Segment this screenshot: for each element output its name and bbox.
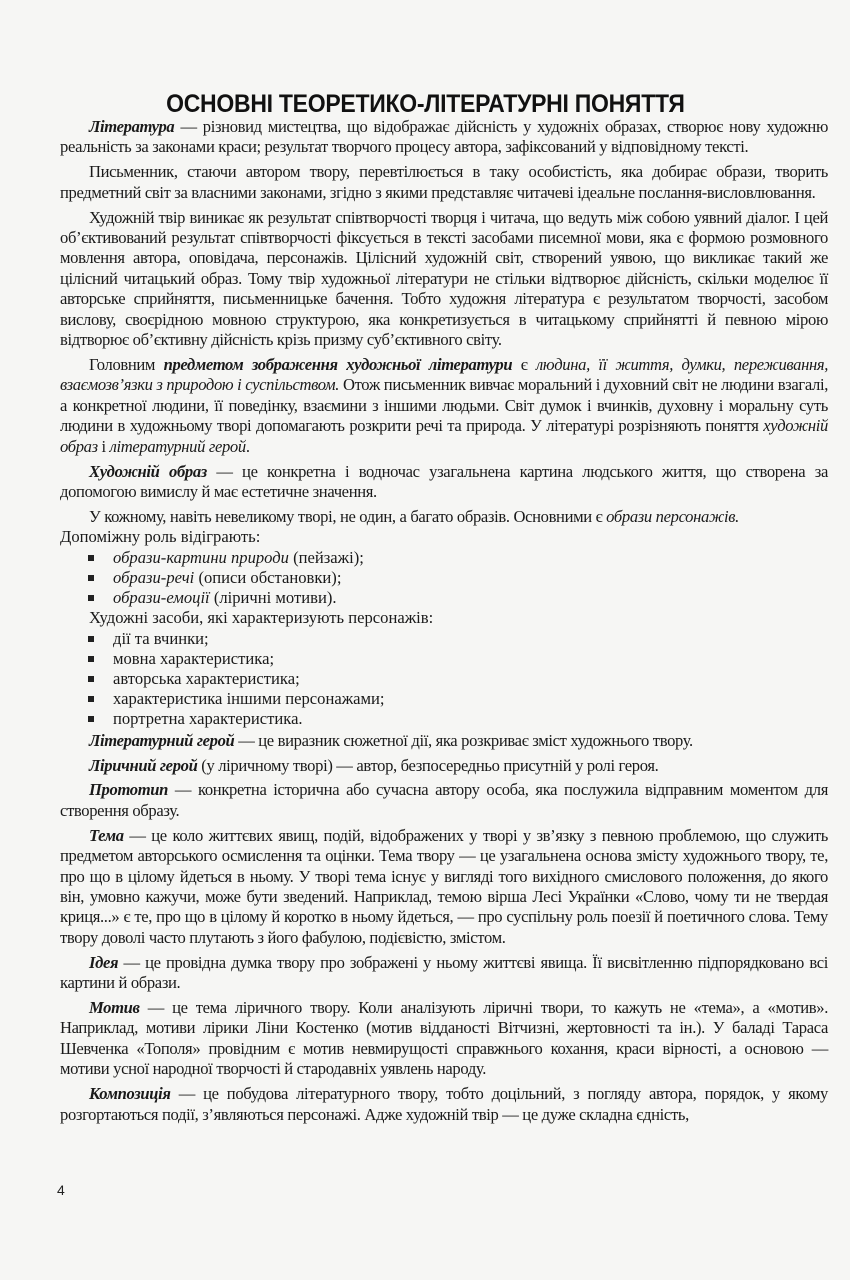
- definition-composition: — це побудова літературного твору, тобто доцільний, з погляду автора, порядок, у якому розгортаються події, з’являються персонажі. Адже художній твір — це дуже складна єдність,: [60, 1084, 828, 1124]
- auxiliary-list: [60, 548, 828, 609]
- list-item-text: (ліричні мотиви).: [209, 588, 337, 608]
- italic-subject-2: художній образ: [60, 416, 828, 456]
- text-subject-suffix: .: [245, 436, 250, 456]
- definition-hero: — це виразник сюжетної дії, яка розкриває зміст художнього твору.: [234, 730, 693, 750]
- list-item: характеристика іншими персонажами;: [88, 689, 828, 709]
- page-number: 4: [57, 1182, 65, 1198]
- definition-image: — це конкретна і водночас узагальнена картина людського життя, що створена за допомогою вимислу й має естетичне значення.: [60, 461, 828, 501]
- term-prototype: Прототип: [89, 780, 169, 800]
- list-item-text: (пейзажі);: [288, 547, 364, 567]
- means-intro: Художні засоби, які характеризують персонажів:: [89, 608, 434, 628]
- list-item-italic: образи-картини природи: [113, 547, 289, 567]
- text-subject-mid1: є: [512, 354, 537, 374]
- term-motif: Мотив: [89, 998, 140, 1018]
- paragraph-idea: [60, 953, 828, 994]
- paragraph-prototype: [60, 780, 828, 821]
- paragraph-motif: [60, 998, 828, 1080]
- list-item: [88, 588, 828, 608]
- term-literature: Література: [89, 117, 175, 136]
- italic-images-many: образи персонажів.: [606, 506, 739, 526]
- term-theme: Тема: [89, 825, 124, 845]
- list-item-text: (описи обстановки);: [194, 567, 342, 587]
- list-item: авторська характеристика;: [88, 669, 828, 689]
- paragraph-subject: [60, 355, 828, 457]
- paragraph-theme: [60, 826, 828, 948]
- paragraph-lyric-hero: [60, 756, 828, 776]
- page-title: ОСНОВНІ ТЕОРЕТИКО-ЛІТЕРАТУРНІ ПОНЯТТЯ: [166, 89, 685, 118]
- list-item-italic: образи-емоції: [113, 588, 210, 608]
- definition-theme: — це коло життєвих явищ, подій, відображених у творі у зв’язку з певною проблемою, що служить предметом авторського осмислення та оцінки. Тема твору — це узагальнена основа змісту художнього твору, те, про що в цілому йдеться в ньому. У творі тема існує у вигляді того вихідного смислового положення, до якого він, умовно кажучи, може бути зведений. Наприклад, темою вірша Лесі Українки «Слово, чому ти не твердая криця...» є те, про що в цілому й коротко в ньому йдеться, — про суспільну роль поезії й поетичного слова. Тему твору доволі часто плутають з його фабулою, подієвістю, змістом.: [60, 825, 828, 947]
- text-subject-prefix: Головним: [89, 354, 164, 374]
- paragraph-hero: [60, 731, 828, 751]
- definition-idea: — це провідна думка твору про зображені у ньому життєві явища. Її висвітленню підпорядковано всі картини й образи.: [60, 952, 828, 993]
- paragraph-literature: [60, 117, 828, 158]
- list-item: [88, 548, 828, 568]
- term-lyric-hero: Ліричний герой: [89, 755, 198, 775]
- list-item: [88, 568, 828, 588]
- list-item-italic: образи-речі: [113, 567, 195, 587]
- paragraph-writer: [60, 162, 828, 203]
- italic-subject-3: літературний герой: [109, 436, 246, 456]
- paragraph-artwork: [60, 208, 828, 351]
- list-item: мовна характеристика;: [88, 649, 828, 669]
- term-idea: Ідея: [89, 952, 119, 972]
- text-artwork: Художній твір виникає як результат співтворчості творця і читача, що ведуть між собою уявний діалог. І цей об’єктивований результат співтворчості фіксується в тексті засобами писемної мови, яка є формою розмовного мовлення автора, оповідача, персонажів. Цілісний художній світ, створений уявою, що викликає такий же цілісний читацький образ. Тому твір художньої літератури не стільки відтворює дійсність, скільки моделює її авторське сприйняття, письменницьке бачення. Тобто художня література є результатом творчості, засобом вислову, своєрідною мовною структурою, яка конкретизується в читацькому сприйнятті й певною мірою відтворює об’єктивну дійсність крізь призму суб’єктивного світу.: [60, 207, 828, 350]
- term-image: Художній образ: [89, 461, 207, 481]
- italic-subject-1: людина, її життя, думки, переживання, взаємозв’язки з природою і суспільством.: [60, 354, 829, 395]
- definition-literature: — різновид мистецтва, що відображає дійсність у художніх образах, створює нову художню реальність за законами краси; результат творчого процесу автора, зафіксований у відповідному тексті.: [60, 117, 828, 157]
- body-text: [60, 117, 828, 1129]
- definition-lyric-hero: (у ліричному творі) — автор, безпосередньо присутній у ролі героя.: [197, 755, 659, 775]
- text-images-many: У кожному, навіть невеликому творі, не один, а багато образів. Основними є: [89, 506, 607, 526]
- paragraph-composition: [60, 1084, 828, 1125]
- paragraph-images-many: [60, 507, 828, 527]
- definition-motif: — це тема ліричного твору. Коли аналізують ліричні твори, то кажуть не «тема», а «мотив». Наприклад, мотиви лірики Ліни Костенко (мотив відданості Вітчизні, жертовності та ін.). У баладі Тараса Шевченка «Тополя» провідним є мотив невмирущості справжнього кохання, краси вірності, а основою — мотиви усної народної творчості й стародавніх уявлень народу.: [60, 998, 828, 1079]
- means-list: [60, 629, 828, 730]
- auxiliary-intro: Допоміжну роль відіграють:: [60, 527, 261, 547]
- term-hero: Літературний герой: [89, 730, 235, 750]
- paragraph-image: [60, 462, 828, 503]
- term-subject: предметом зображення художньої літератури: [163, 354, 513, 374]
- term-composition: Композиція: [89, 1084, 171, 1104]
- text-writer: Письменник, стаючи автором твору, перевтілюється в таку особистість, яка добирає образи, творить предметний світ за власними законами, згідно з якими представляє читачеві ідеальне послання-висловлювання.: [60, 162, 828, 202]
- definition-prototype: — конкретна історична або сучасна автору особа, яка послужила відправним моментом для створення образу.: [60, 780, 828, 820]
- text-subject-mid2: Отож письменник вивчає моральний і духовний світ не людини взагалі, а конкретної людини, її поведінку, взаємини з іншими людьми. Світ думок і вчинків, духовну і моральну суть людини в художньому творі допомагають розкрити речі та природа. У літературі розрізняють поняття: [60, 375, 829, 436]
- list-item: портретна характеристика.: [88, 709, 828, 729]
- list-item: дії та вчинки;: [88, 629, 828, 649]
- text-subject-mid3: і: [97, 436, 110, 456]
